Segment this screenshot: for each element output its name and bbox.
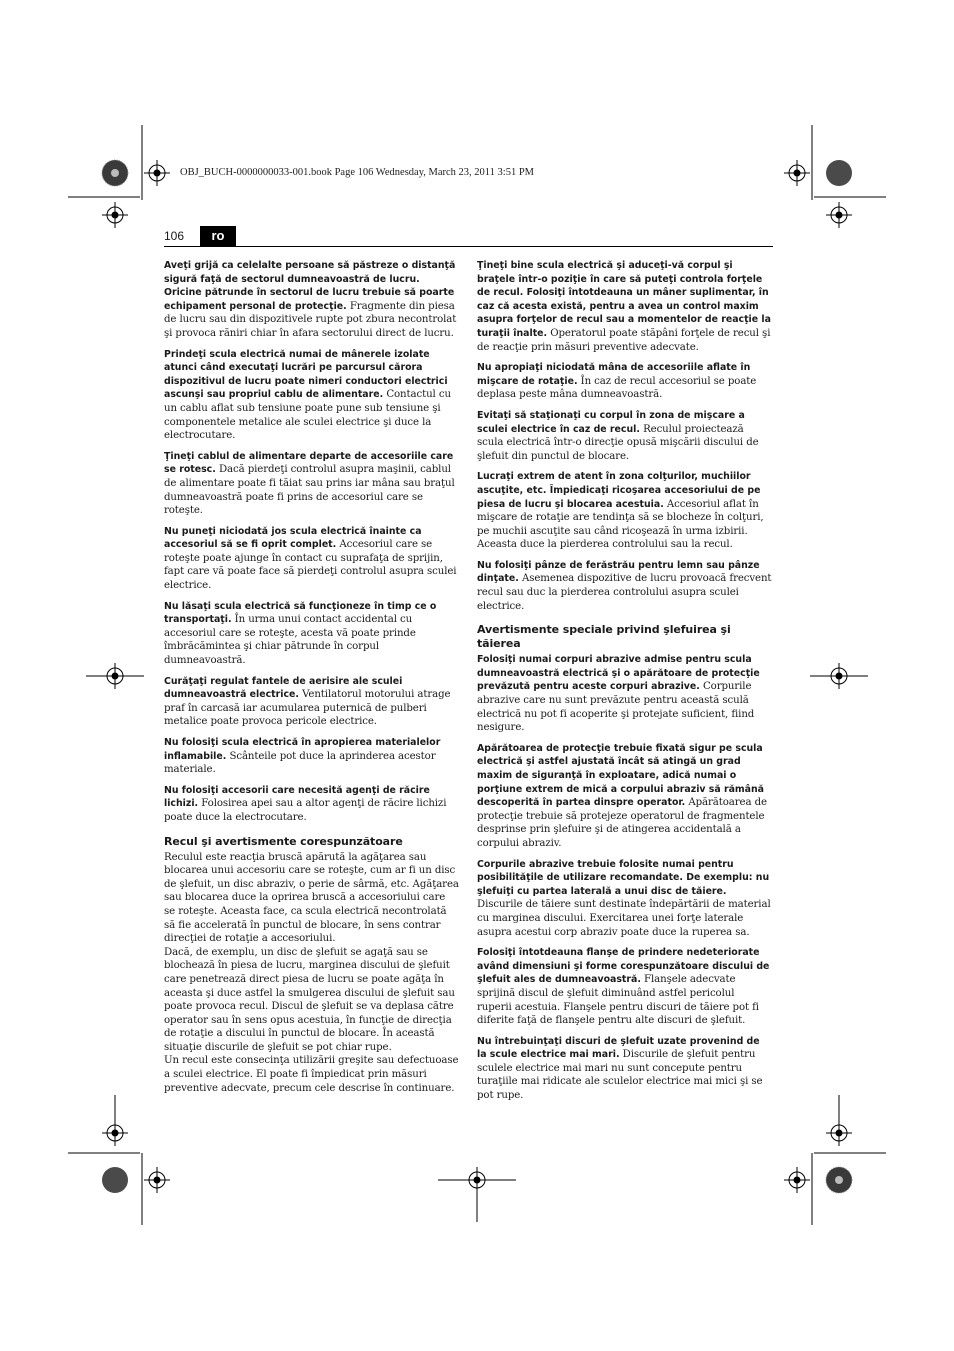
paragraph: Curăţaţi regulat fantele de aerisire ale sculei dumneavoastră electrice. Ventilatorul motorului atrage praf în carcasă iar acumularea puternică de pulberi metalice poate provoca pericole electrice. — [164, 675, 451, 728]
paragraph: Dacă, de exemplu, un disc de şlefuit se agaţă sau se blochează în piesa de lucru, marginea discului de şlefuit care penetrează direct piesa de lucru se poate agăţa în aceasta şi duce astfel la smulgerea discului de şlefuit sau poate provoca recul. Discul de şlefuit se va deplasa către operator sau în sens opus acestuia, în funcţie de direcţia de rotaţie a discului în punctul de blocare. În această situaţie discurile de şlefuit se pot chiar rupe. — [164, 946, 455, 1053]
paragraph: Nu folosiţi accesorii care necesită agenţi de răcire lichizi. Folosirea apei sau a altor agenţi de răcire lichizi poate duce la electrocutare. — [164, 784, 447, 823]
paragraph: Un recul este consecinţa utilizării greşite sau defectuoase a sculei electrice. El poate fi împiedicat prin măsuri preventive adecvate, precum cele descrise în continuare. — [164, 1055, 459, 1094]
paragraph: Apărătoarea de protecţie trebuie fixată sigur pe scula electrică şi astfel ajustată încât să atingă un grad maxim de siguranţă în exploatare, adică numai o porţiune extrem de mică a corpului abraziv să rămână descoperită în partea dinspre operator. Apărătoarea de protecţie trebuie să protejeze operatorul de fragmentele desprinse prin şlefuire şi de atingerea accidentală a corpului abraziv. — [477, 742, 767, 849]
paragraph: Ţineţi cablul de alimentare departe de accesoriile care se rotesc. Dacă pierdeţi controlul asupra maşinii, cablul de alimentare poate fi tăiat sau prins iar mâna sau braţul dumneavoastră poate fi prins de accesoriul care se roteşte. — [164, 450, 455, 517]
paragraph: Nu apropiaţi niciodată mâna de accesoriile aflate în mişcare de rotaţie. În caz de recul accesoriul se poate deplasa peste mâna dumneavoastră. — [477, 362, 757, 401]
paragraph: Folosiţi numai corpuri abrazive admise pentru scula dumneavoastră electrică şi o apărătoare de protecţie prevăzută pentru aceste corpuri abrazive. Corpurile abrazive care nu sunt prevăzute pentru această sculă electrică nu pot fi acoperite şi protejate suficient, fiind nesigure. — [477, 654, 760, 734]
header-rule — [164, 246, 773, 247]
page-number: 106 — [164, 229, 185, 243]
paragraph: Nu folosiţi scula electrică în apropierea materialelor inflamabile. Scânteile pot duce la aprinderea acestor materiale. — [164, 737, 441, 776]
paragraph: Nu folosiţi pânze de ferăstrău pentru lemn sau pânze dinţate. Asemenea dispozitive de lucru provoacă frecvent recul sau duc la pierderea controlului asupra sculei electrice. — [477, 559, 772, 612]
paragraph: Ţineţi bine scula electrică şi aduceţi-vă corpul şi braţele într-o poziţie în care să puteţi controla forţele de recul. Folosiţi întotdeauna un mâner suplimentar, în caz că acesta există, pentru a avea un control maxim asupra forţelor de recul sau a momentelor de reacţie la turaţii înalte. Operatorul poate stăpâni forţele de recul şi de reacţie prin măsuri preventive adecvate. — [477, 260, 771, 353]
section-heading: Recul şi avertismente corespunzătoare — [164, 834, 403, 848]
paragraph: Folosiţi întotdeauna flanşe de prindere nedeteriorate având dimensiuni şi forme corespunzătoare discului de şlefuit ales de dumneavoastră. Flanşele adecvate sprijină discul de şlefuit diminuând astfel pericolul ruperii acestuia. Flanşele pentru discuri de tăiere pot fi diferite faţă de flanşele pentru alte discuri de şlefuit. — [477, 947, 770, 1027]
paragraph: Aveţi grijă ca celelalte persoane să păstreze o distanţă sigură faţă de sectorul dumneavoastră de lucru. Oricine pătrunde în sectorul de lucru trebuie să poarte echipament personal de protecţie. Fragmente din piesa de lucru sau din dispozitivele rupte pot zbura necontrolat şi provoca răniri chiar în afara sectorului direct de lucru. — [164, 260, 457, 339]
paragraph: Nu întrebuinţaţi discuri de şlefuit uzate provenind de la scule electrice mai mari. Discurile de şlefuit pentru sculele electrice mai mari nu sunt concepute pentru turaţiile mai ridicate ale sculelor electrice mai mici şi se pot rupe. — [477, 1035, 763, 1102]
paragraph: Evitaţi să staţionaţi cu corpul în zona de mişcare a sculei electrice în caz de recul. Reculul proiectează scula electrică într-o direcţie opusă mişcării discului de şlefuit din punctul de blocare. — [477, 409, 759, 462]
paragraph: Nu puneţi niciodată jos scula electrică înainte ca accesoriul să se fi oprit complet. Accesoriul care se roteşte poate ajunge în contact cu suprafaţa de sprijin, fapt care vă poate face să pierdeţi controlul asupra sculei electrice. — [164, 525, 457, 592]
paragraph: Prindeţi scula electrică numai de mânerele izolate atunci când executaţi lucrări pe parcursul cărora dispozitivul de lucru poate nimeri conductori electrici ascunşi sau propriul cablu de alimentare. Contactul cu un cablu aflat sub tensiune poate pune sub tensiune şi componentele metalice ale sculei electrice şi duce la electrocutare. — [164, 348, 451, 442]
color-wheel-bottom-right — [826, 1167, 852, 1193]
paragraph: Corpurile abrazive trebuie folosite numai pentru posibilităţile de utilizare recomandate. De exemplu: nu şlefuiţi cu partea laterală a unui disc de tăiere. Discurile de tăiere sunt destinate îndepărtării de material cu marginea discului. Exercitarea unei forţe laterale asupra acestui corp abraziv poate duce la ruperea sa. — [477, 858, 771, 938]
color-wheel-bottom-left — [102, 1167, 128, 1193]
file-info-header: OBJ_BUCH-0000000033-001.book Page 106 Wednesday, March 23, 2011 3:51 PM — [180, 167, 534, 178]
paragraph: Nu lăsaţi scula electrică să funcţioneze în timp ce o transportaţi. În urma unui contact accidental cu accesoriul care se roteşte, acesta vă poate prinde îmbrăcămintea şi chiar pătrunde în corpul dumneavoastră. — [164, 600, 437, 667]
color-wheel-top-left — [102, 160, 128, 186]
paragraph: Reculul este reacţia bruscă apărută la agăţarea sau blocarea unui accesoriu care se roteşte, cum ar fi un disc de şlefuit, un disc abraziv, o perie de sârmă, etc. Agăţarea sau blocarea duce la oprirea bruscă a accesoriului care se roteşte. Aceasta face, ca scula electrică necontrolată să fie accelerată în punctul de blocare, în sens contrar direcţiei de rotaţie a accesoriului. — [164, 851, 459, 945]
paragraph: Lucraţi extrem de atent în zona colţurilor, muchiilor ascuţite, etc. Împiedicaţi ricoşarea accesoriului de pe piesa de lucru şi blocarea acestuia. Accesoriul aflat în mişcare de rotaţie are tendinţa să se blocheze în colţuri, pe muchii ascuţite sau când ricoşează în urma izbirii. Aceasta duce la pierderea controlului sau la recul. — [477, 471, 764, 551]
language-tab: ro — [200, 226, 236, 246]
left-column — [164, 259, 459, 1095]
section-heading: Avertismente speciale privind şlefuirea şi tăierea — [477, 623, 731, 651]
right-column — [477, 259, 772, 1110]
color-wheel-top-right — [826, 160, 852, 186]
